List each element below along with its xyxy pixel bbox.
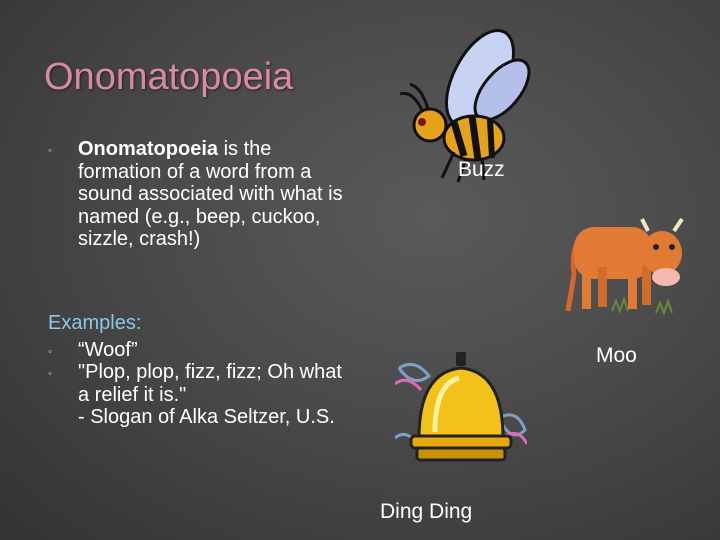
examples-block (48, 312, 358, 429)
bullet-icon: ◦ (48, 368, 52, 380)
example-text: "Plop, plop, fizz, fizz; Oh what a relief it is." (78, 361, 342, 406)
examples-heading: Examples: (48, 312, 142, 334)
bullet-icon: ◦ (48, 345, 52, 358)
example-attribution: - Slogan of Alka Seltzer, U.S. (78, 406, 335, 428)
example-item (48, 339, 358, 362)
cow-image (556, 215, 696, 325)
moo-caption: Moo (596, 344, 637, 367)
bell-image (395, 348, 527, 470)
bullet-icon: ◦ (48, 145, 52, 157)
example-text: “Woof” (78, 338, 138, 361)
definition-block (48, 138, 348, 251)
example-item (48, 361, 358, 429)
ding-ding-caption: Ding Ding (380, 500, 473, 523)
definition-body: is the formation of a word from a sound associated with what is named (e.g., beep, cuckoo, sizzle, crash!) (78, 138, 343, 250)
slide-title: Onomatopoeia (44, 56, 294, 98)
definition-term: Onomatopoeia (78, 138, 219, 160)
buzz-caption: Buzz (458, 158, 505, 181)
definition-text (78, 138, 348, 251)
